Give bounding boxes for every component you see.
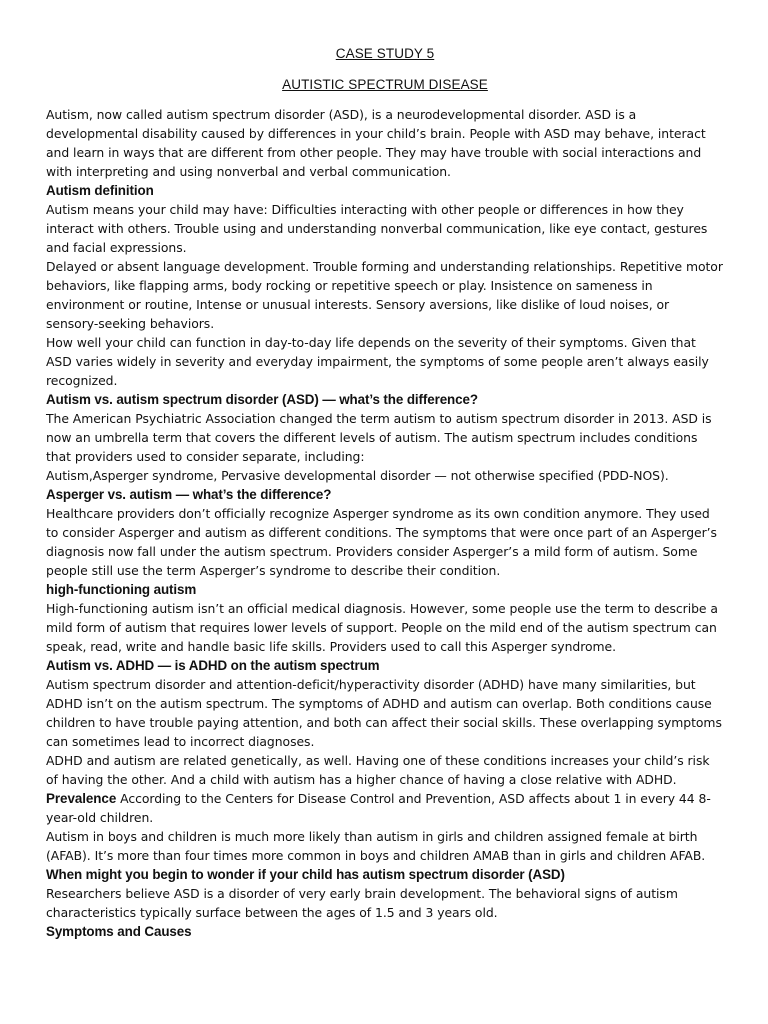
heading-high-functioning-autism: high-functioning autism	[46, 582, 197, 597]
heading-autism-vs-asd: Autism vs. autism spectrum disorder (ASD) — what’s the difference?	[46, 392, 478, 407]
heading-autism-vs-adhd: Autism vs. ADHD — is ADHD on the autism spectrum	[46, 658, 380, 673]
when-to-wonder-paragraph: Researchers believe ASD is a disorder of very early brain development. The behavioral signs of autism characteristics typically surface between the ages of 1.5 and 3 years old.	[46, 886, 678, 920]
adhd-paragraph-1: Autism spectrum disorder and attention-deficit/hyperactivity disorder (ADHD) have many similarities, but ADHD isn’t on the autism spectrum. The symptoms of ADHD and autism can overlap. Both conditions cause children to have trouble paying attention, and both can affect their social skills. These overlapping symptoms can sometimes lead to incorrect diagnoses.	[46, 677, 722, 749]
high-functioning-paragraph: High-functioning autism isn’t an official medical diagnosis. However, some people use the term to describe a mild form of autism that requires lower levels of support. People on the mild end of the autism spectrum can speak, read, write and handle basic life skills. Providers used to call this Asperger syndrome.	[46, 601, 718, 654]
heading-when-to-wonder: When might you begin to wonder if your child has autism spectrum disorder (ASD)	[46, 867, 565, 882]
prevalence-text: According to the Centers for Disease Control and Prevention, ASD affects about 1 in every 44 8-year-old children.	[46, 791, 711, 825]
heading-asperger-vs-autism: Asperger vs. autism — what’s the difference?	[46, 487, 332, 502]
intro-paragraph: Autism, now called autism spectrum disorder (ASD), is a neurodevelopmental disorder. ASD is a developmental disability caused by differences in your child’s brain. People with ASD may behave, interact and learn in ways that are different from other people. They may have trouble with social interactions and with interpreting and using nonverbal and verbal communication.	[46, 107, 706, 179]
heading-symptoms-and-causes: Symptoms and Causes	[46, 924, 192, 939]
prevalence-paragraph-2: Autism in boys and children is much more likely than autism in girls and children assigned female at birth (AFAB). It’s more than four times more common in boys and children AMAB than in girls and children AFAB.	[46, 829, 706, 863]
asperger-paragraph: Healthcare providers don’t officially recognize Asperger syndrome as its own condition anymore. They used to consider Asperger and autism as different conditions. The symptoms that were once part of an Asperger’s diagnosis now fall under the autism spectrum. Providers consider Asperger’s a mild form of autism. Some people still use the term Asperger’s syndrome to describe their condition.	[46, 506, 717, 578]
prevalence-paragraph-1	[46, 789, 724, 827]
heading-autism-definition: Autism definition	[46, 183, 154, 198]
definition-paragraph-1: Autism means your child may have: Difficulties interacting with other people or differences in how they interact with others. Trouble using and understanding nonverbal communication, like eye contact, gestures and facial expressions.	[46, 202, 708, 255]
heading-prevalence: Prevalence	[46, 791, 117, 806]
document-subtitle: AUTISTIC SPECTRUM DISEASE	[282, 77, 488, 92]
document-title: CASE STUDY 5	[335, 46, 435, 61]
adhd-paragraph-2: ADHD and autism are related genetically, as well. Having one of these conditions increases your child’s risk of having the other. And a child with autism has a higher chance of having a close relative with ADHD.	[46, 753, 710, 787]
definition-paragraph-2: Delayed or absent language development. Trouble forming and understanding relationships. Repetitive motor behaviors, like flapping arms, body rocking or repetitive speech or play. Insistence on sameness in environment or routine, Intense or unusual interests. Sensory aversions, like dislike of loud noises, or sensory-seeking behaviors.	[46, 259, 723, 331]
vs-asd-paragraph-2: Autism,Asperger syndrome, Pervasive developmental disorder — not otherwise specified (PDD-NOS).	[46, 468, 669, 483]
definition-paragraph-3: How well your child can function in day-to-day life depends on the severity of their symptoms. Given that ASD varies widely in severity and everyday impairment, the symptoms of some people aren’t always easily recognized.	[46, 335, 709, 388]
vs-asd-paragraph-1: The American Psychiatric Association changed the term autism to autism spectrum disorder in 2013. ASD is now an umbrella term that covers the different levels of autism. The autism spectrum includes conditions that providers used to consider separate, including:	[46, 411, 712, 464]
